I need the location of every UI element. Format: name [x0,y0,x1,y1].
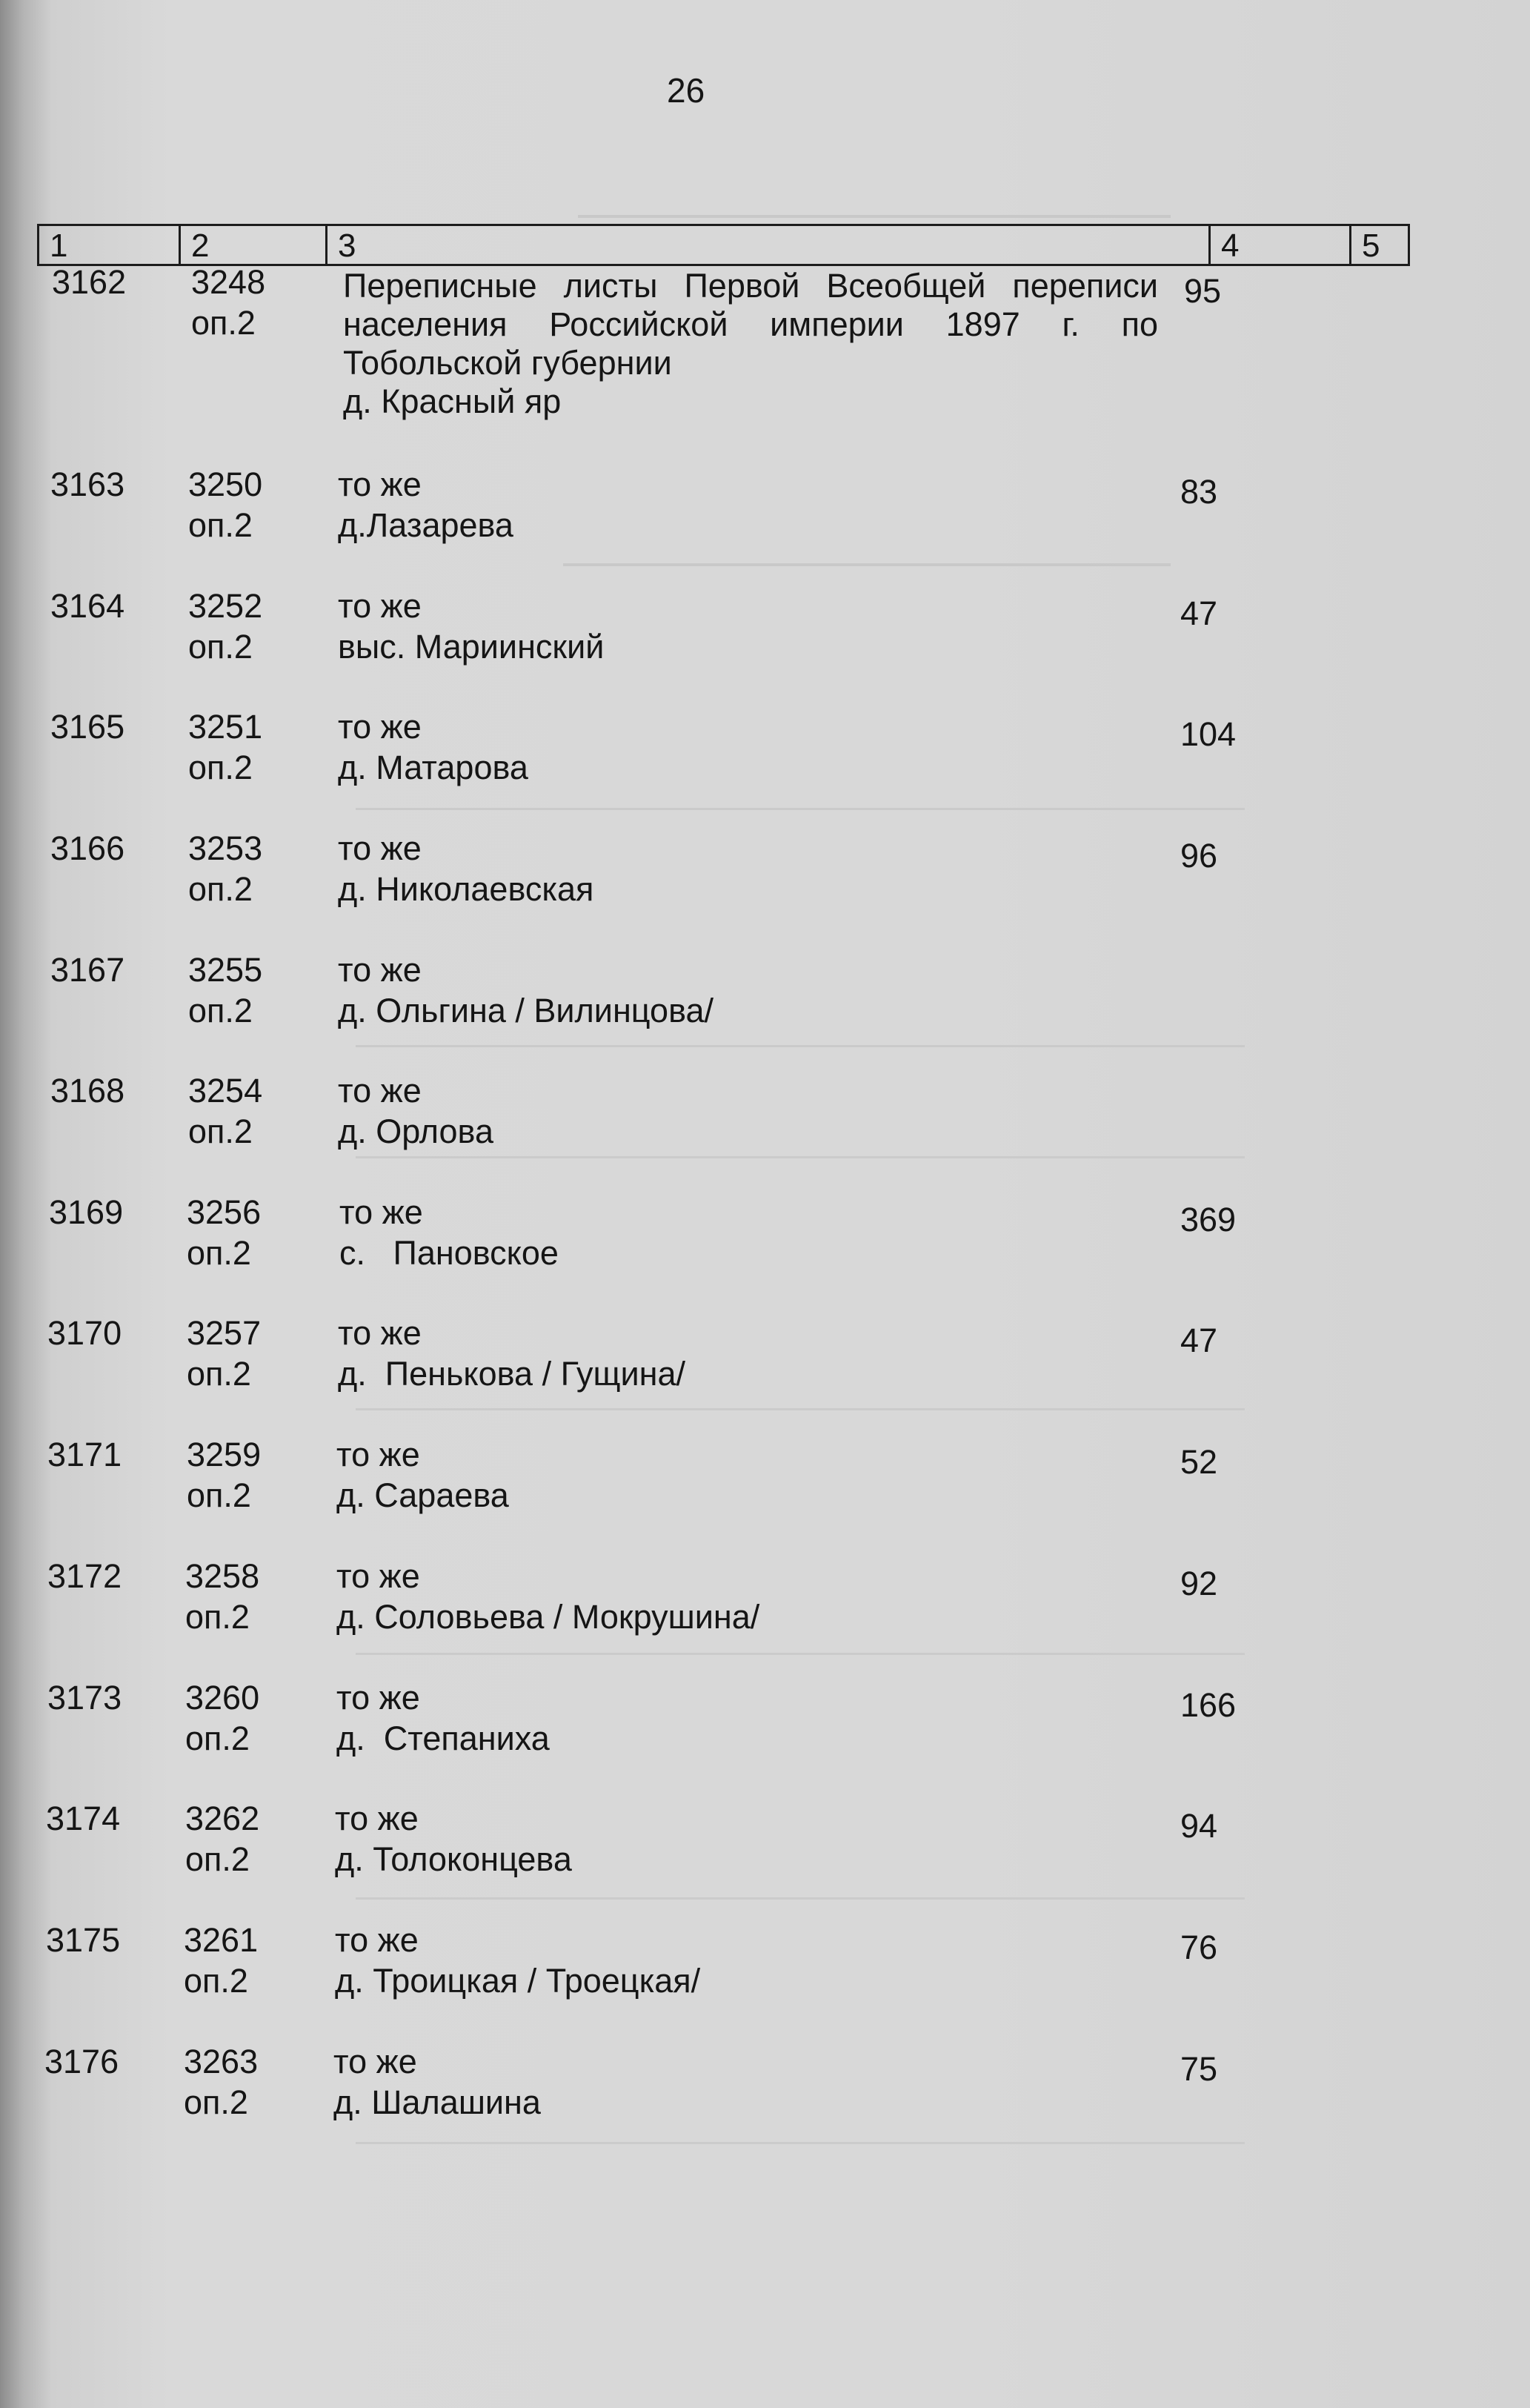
entry-place: д. Орлова [338,1112,493,1150]
entry-count: 47 [1180,594,1218,632]
entry-inventory: оп.2 [188,1112,253,1150]
entry-title: то же [333,2043,417,2080]
entry-title: то же [338,829,422,867]
entry-number: 3162 [52,263,127,301]
entry-fund: 3256 [187,1193,262,1231]
header-col-3: 3 [325,226,1208,264]
table-row [0,1436,1530,1547]
entry-place: выс. Мариинский [338,628,605,666]
entry-place: д. Троицкая / Троецкая/ [335,1962,701,2000]
entry-inventory: оп.2 [188,506,253,544]
entry-title: то же [336,1557,420,1595]
table-row [0,2043,1530,2154]
entry-place: д. Николаевская [338,870,594,908]
entry-fund: 3262 [185,1800,260,1837]
entry-place: д. Ольгина / Вилинцова/ [338,992,714,1029]
entry-inventory: оп.2 [187,1234,251,1272]
entry-fund: 3257 [187,1314,262,1352]
entry-fund: 3252 [188,587,263,625]
entry-place: д. Пенькова / Гущина/ [338,1355,685,1393]
entry-title: то же [338,587,422,625]
entry-number: 3164 [50,587,125,625]
entry-place: д. Шалашина [333,2083,541,2121]
table-row [0,1557,1530,1668]
entry-title-line: Переписные листы Первой Всеобщей переписи [343,267,1158,305]
entry-title-line: Тобольской губернии [343,344,672,382]
entry-number: 3174 [46,1800,121,1837]
table-row [0,1072,1530,1183]
entry-title-block [343,267,1158,421]
entry-inventory: оп.2 [187,1476,251,1514]
entry-fund: 3253 [188,829,263,867]
entry-count: 104 [1180,715,1237,753]
table-row [0,1679,1530,1790]
entry-count: 94 [1180,1807,1218,1845]
entry-place: д. Матарова [338,749,528,786]
entry-number: 3168 [50,1072,125,1110]
entry-number: 3170 [47,1314,122,1352]
entry-inventory: оп.2 [188,749,253,786]
entry-count: 166 [1180,1686,1237,1724]
table-row [0,829,1530,941]
entry-number: 3176 [44,2043,119,2080]
entry-count: 83 [1180,473,1218,511]
entry-fund: 3261 [184,1921,259,1959]
table-row [0,465,1530,577]
entry-count: 52 [1180,1443,1218,1481]
entry-place: д. Соловьева / Мокрушина/ [336,1598,760,1636]
entry-number: 3167 [50,951,125,989]
entry-inventory: оп.2 [184,2083,248,2121]
table-row [0,587,1530,698]
entry-title: то же [339,1193,423,1231]
entry-count: 96 [1180,837,1218,875]
entry-count: 369 [1180,1201,1237,1238]
entry-place: с. Пановское [339,1234,559,1272]
entry-inventory: оп.2 [185,1719,250,1757]
entry-fund: 3255 [188,951,263,989]
entry-title: то же [338,1314,422,1352]
page-number: 26 [667,71,705,110]
entry-number: 3171 [47,1436,122,1473]
entry-title: то же [335,1800,419,1837]
entry-count: 95 [1184,272,1222,310]
entry-inventory: оп.2 [188,870,253,908]
entry-title: то же [338,465,422,503]
entry-number: 3175 [46,1921,121,1959]
entry-fund: 3251 [188,708,263,746]
entry-inventory: оп.2 [184,1962,248,2000]
entry-count: 75 [1180,2050,1218,2088]
table-row [0,1314,1530,1425]
entry-count: 76 [1180,1928,1218,1966]
entry-fund: 3263 [184,2043,259,2080]
entry-inventory: оп.2 [191,304,256,342]
entry-fund: 3250 [188,465,263,503]
entry-number: 3163 [50,465,125,503]
entry-number: 3172 [47,1557,122,1595]
entry-title: то же [336,1436,420,1473]
entry-number: 3169 [49,1193,124,1231]
entry-fund: 3259 [187,1436,262,1473]
entry-inventory: оп.2 [188,628,253,666]
table-header [37,224,1410,266]
entry-inventory: оп.2 [185,1598,250,1636]
entry-title: то же [335,1921,419,1959]
table-row [0,1921,1530,2032]
entry-inventory: оп.2 [185,1840,250,1878]
entry-place: д. Красный яр [343,382,562,420]
entry-inventory: оп.2 [187,1355,251,1393]
entry-title: то же [338,708,422,746]
entry-title: то же [338,951,422,989]
entry-count: 92 [1180,1565,1218,1602]
entry-inventory: оп.2 [188,992,253,1029]
entry-title-line: населения Российской империи 1897 г. по [343,305,1158,343]
table-row [0,951,1530,1062]
entry-number: 3173 [47,1679,122,1717]
entry-fund: 3258 [185,1557,260,1595]
entry-number: 3166 [50,829,125,867]
table-row [0,708,1530,819]
header-col-2: 2 [179,226,325,264]
entry-title: то же [336,1679,420,1717]
entry-fund: 3254 [188,1072,263,1110]
header-col-1: 1 [50,228,68,264]
entry-place: д.Лазарева [338,506,513,544]
table-row [0,1193,1530,1304]
table-row [0,1800,1530,1911]
entry-fund: 3260 [185,1679,260,1717]
header-col-4: 4 [1208,226,1349,264]
entry-fund: 3248 [191,263,266,301]
entry-title: то же [338,1072,422,1110]
entry-place: д. Степаниха [336,1719,550,1757]
entry-count: 47 [1180,1321,1218,1359]
entry-place: д. Сараева [336,1476,509,1514]
entry-place: д. Толоконцева [335,1840,572,1878]
entry-number: 3165 [50,708,125,746]
header-col-5: 5 [1349,226,1410,264]
